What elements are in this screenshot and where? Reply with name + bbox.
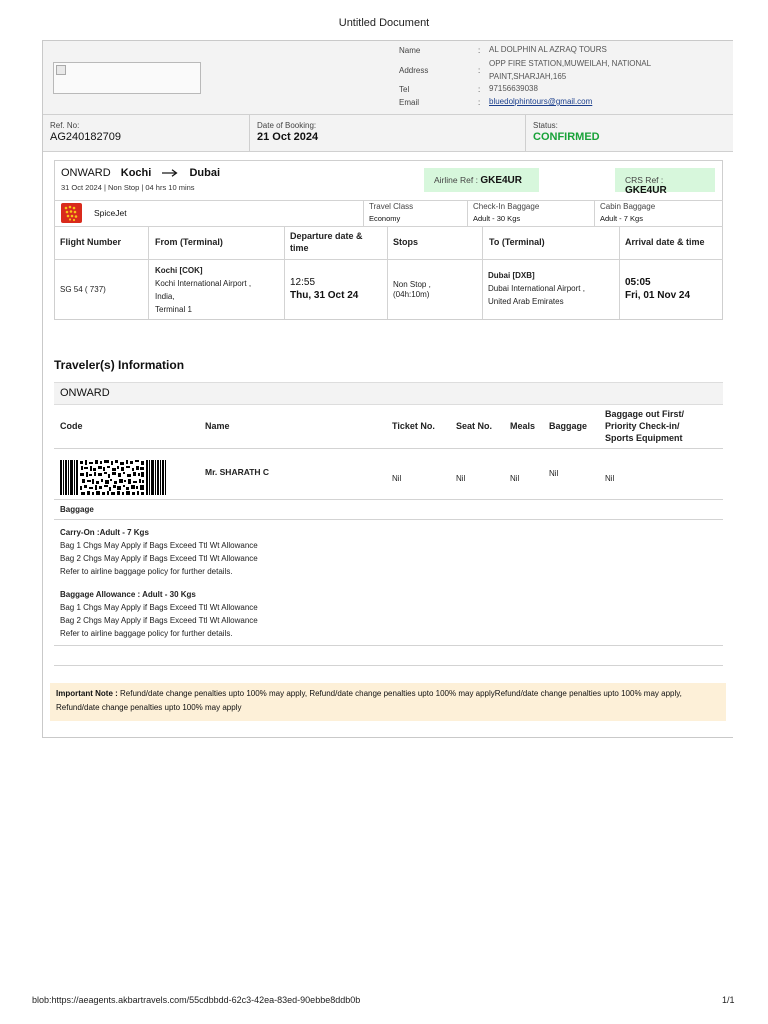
page-number: 1/1 (722, 995, 735, 1005)
agency-logo-image (53, 62, 201, 94)
stops-value: Non Stop , (393, 280, 431, 289)
checkin-baggage-label: Check-In Baggage (473, 202, 540, 211)
destination-airport: Dubai International Airport , (488, 284, 585, 293)
origin-city: Kochi (120, 167, 152, 179)
divider (54, 645, 723, 646)
origin-terminal (155, 264, 251, 316)
departure-date: Thu, 31 Oct 24 (290, 290, 359, 301)
allowance-block (60, 588, 258, 640)
header-name: Name (205, 421, 230, 431)
document-title: Untitled Document (338, 17, 430, 29)
agency-name: AL DOLPHIN AL AZRAQ TOURS (489, 45, 607, 54)
divider (148, 226, 149, 319)
divider (467, 200, 468, 226)
header-departure: Departure date & time (290, 231, 363, 253)
allowance-line: Bag 2 Chgs May Apply if Bags Exceed Ttl Wt Allowance (60, 616, 258, 625)
extra-services-value: Nil (605, 474, 615, 483)
divider (284, 226, 285, 319)
arrival-datetime (625, 276, 690, 302)
right-arrow-icon (162, 169, 178, 177)
crs-ref-badge (615, 168, 715, 196)
colon: : (478, 98, 481, 107)
header-arrival: Arrival date & time (625, 237, 705, 247)
carry-on-line: Refer to airline baggage policy for further details. (60, 567, 233, 576)
header-code: Code (60, 421, 83, 431)
airline-name: SpiceJet (94, 208, 127, 218)
header-baggage: Baggage (549, 421, 588, 431)
crs-ref-label: CRS Ref : (625, 175, 664, 185)
travel-class-value: Economy (369, 214, 401, 223)
cabin-baggage-label: Cabin Baggage (600, 202, 656, 211)
origin-terminal-number: Terminal 1 (155, 305, 192, 314)
header-ticket: Ticket No. (392, 421, 435, 431)
route-heading (61, 167, 220, 179)
airline-ref-badge (424, 168, 539, 192)
header-seat: Seat No. (456, 421, 493, 431)
header-extra-services (605, 408, 684, 444)
booking-date: 21 Oct 2024 (257, 131, 319, 143)
header-flight-number: Flight Number (60, 237, 121, 247)
divider (619, 226, 620, 319)
seat-number: Nil (456, 474, 466, 483)
divider (54, 226, 723, 227)
traveler-name: Mr. SHARATH C (205, 467, 270, 477)
header-from: From (Terminal) (155, 237, 223, 247)
flight-duration: (04h:10m) (393, 290, 430, 299)
important-note (50, 683, 726, 721)
allowance-title: Baggage Allowance : Adult - 30 Kgs (60, 590, 196, 599)
agency-email-link[interactable]: bluedolphintours@gmail.com (489, 97, 593, 106)
origin-country: India, (155, 292, 175, 301)
agency-address-label: Address (399, 66, 429, 75)
divider (594, 200, 595, 226)
airline-ref-value: GKE4UR (480, 175, 522, 186)
baggage-value: Nil (549, 469, 559, 478)
page-url: blob:https://aeagents.akbartravels.com/55cdbbdd-62c3-42ea-83ed-90ebbe8ddb0b (32, 995, 361, 1005)
divider (387, 226, 388, 319)
agency-email-label: Email (399, 98, 420, 107)
meals-value: Nil (510, 474, 520, 483)
carry-on-title: Carry-On :Adult - 7 Kgs (60, 528, 149, 537)
cabin-baggage-value: Adult - 7 Kgs (600, 214, 643, 223)
destination-terminal (488, 269, 585, 308)
allowance-line: Refer to airline baggage policy for further details. (60, 629, 233, 638)
divider (54, 200, 723, 201)
flight-number: SG 54 ( 737) (60, 285, 106, 294)
broken-image-icon (56, 65, 66, 75)
divider (54, 519, 723, 520)
stops-info (393, 278, 431, 301)
destination-code: Dubai [DXB] (488, 271, 535, 280)
agency-address-line2: PAINT,SHARJAH,165 (489, 72, 567, 81)
colon: : (478, 85, 481, 94)
header-to: To (Terminal) (489, 237, 545, 247)
header-stops: Stops (393, 237, 419, 247)
divider (363, 200, 364, 226)
destination-city: Dubai (189, 167, 221, 179)
status-badge: CONFIRMED (533, 131, 600, 143)
ticket-number: Nil (392, 474, 402, 483)
agency-tel: 97156639038 (489, 84, 538, 93)
spicejet-logo-icon (61, 203, 82, 223)
carry-on-line: Bag 2 Chgs May Apply if Bags Exceed Ttl Wt Allowance (60, 554, 258, 563)
route-summary: 31 Oct 2024 | Non Stop | 04 hrs 10 mins (61, 183, 195, 192)
ref-number: AG240182709 (50, 131, 121, 143)
carry-on-line: Bag 1 Chgs May Apply if Bags Exceed Ttl Wt Allowance (60, 541, 258, 550)
booking-date-cell (250, 115, 526, 151)
crs-ref-value: GKE4UR (625, 185, 667, 196)
colon: : (478, 46, 481, 55)
barcode-image (60, 460, 166, 495)
divider (482, 226, 483, 319)
header-meals: Meals (510, 421, 536, 431)
divider (54, 448, 723, 449)
allowance-line: Bag 1 Chgs May Apply if Bags Exceed Ttl Wt Allowance (60, 603, 258, 612)
origin-code: Kochi [COK] (155, 266, 203, 275)
origin-airport: Kochi International Airport , (155, 279, 252, 288)
departure-datetime (290, 276, 358, 302)
important-note-label: Important Note : (56, 689, 118, 698)
travel-class-label: Travel Class (369, 202, 414, 211)
ref-label: Ref. No: (50, 121, 80, 130)
baggage-section-title: Baggage (60, 505, 94, 514)
agency-name-label: Name (399, 46, 421, 55)
ref-cell (43, 115, 249, 151)
divider (54, 665, 723, 666)
travelers-section-title: Traveler(s) Information (54, 358, 185, 372)
booking-reference-row (43, 114, 733, 152)
agency-address-line1: OPP FIRE STATION,MUWEILAH, NATIONAL (489, 59, 652, 68)
carry-on-block (60, 526, 258, 578)
header-extra-line1: Baggage out First/ (605, 409, 685, 419)
arrival-time: 05:05 (625, 277, 651, 288)
direction-label: ONWARD (61, 167, 111, 179)
travelers-direction-bar: ONWARD (54, 382, 723, 405)
header-extra-line2: Priority Check-in/ (605, 421, 680, 431)
status-label: Status: (533, 121, 558, 130)
checkin-baggage-value: Adult - 30 Kgs (473, 214, 521, 223)
arrival-date: Fri, 01 Nov 24 (625, 290, 691, 301)
airline-ref-label: Airline Ref : (434, 175, 478, 185)
divider (54, 499, 723, 500)
status-cell (526, 115, 726, 151)
divider (54, 259, 723, 260)
agency-tel-label: Tel (399, 85, 410, 94)
important-note-text: Refund/date change penalties upto 100% may apply, Refund/date change penalties upto 100% may applyRefund/date change penalties upto 100% may apply, Refund/date change penalties upto 100% may apply (56, 689, 682, 712)
header-extra-line3: Sports Equipment (605, 433, 683, 443)
colon: : (478, 66, 481, 75)
departure-time: 12:55 (290, 277, 316, 288)
destination-country: United Arab Emirates (488, 297, 564, 306)
booking-date-label: Date of Booking: (257, 121, 317, 130)
